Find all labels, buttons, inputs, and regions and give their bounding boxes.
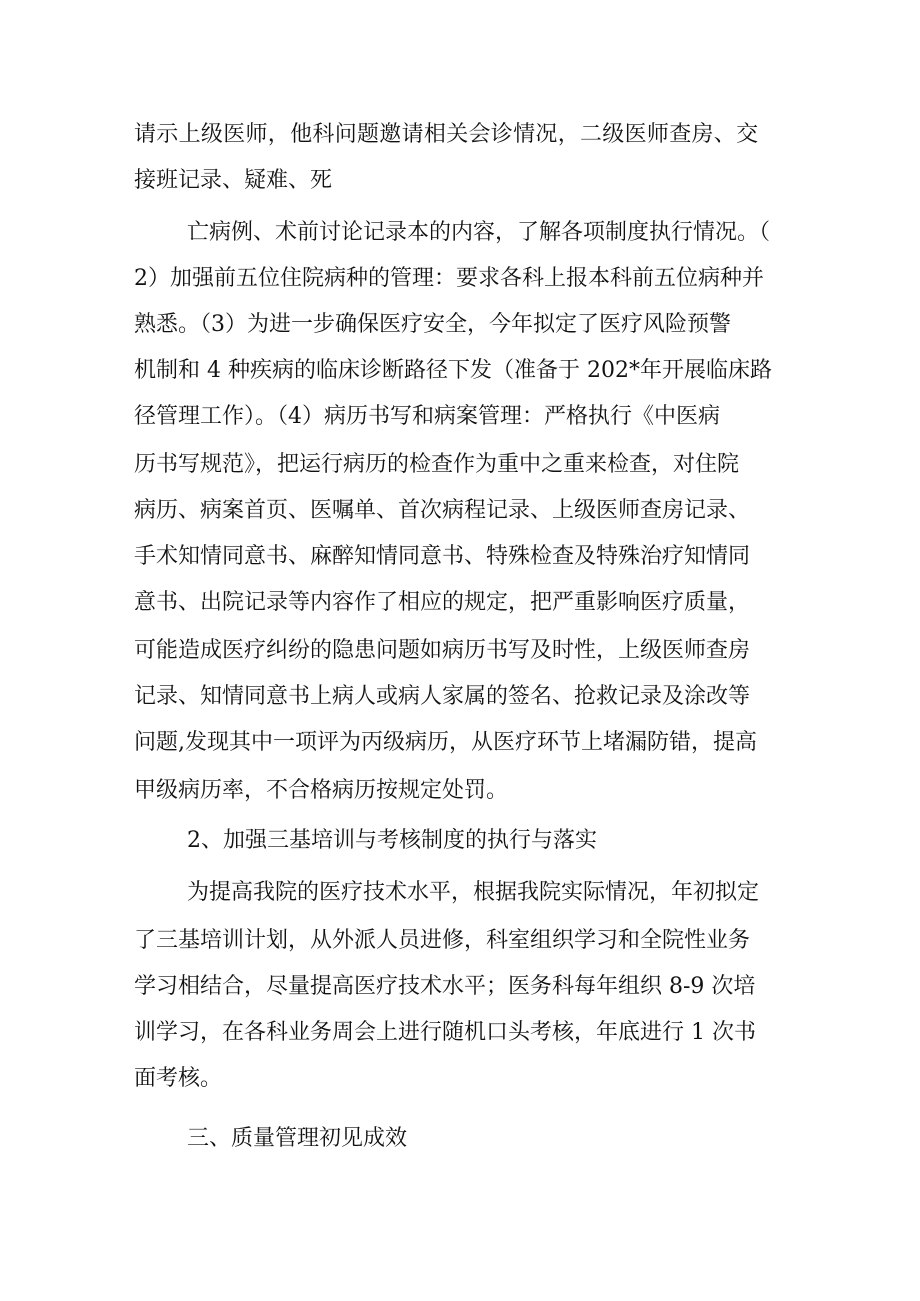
text-line: 甲级病历率，不合格病历按规定处罚。 xyxy=(134,778,509,803)
text-line: 历书写规范》，把运行病历的检查作为重中之重来检查，对住院 xyxy=(134,452,740,477)
text-line: 径管理工作）。（4）病历书写和病案管理：严格执行《中医病 xyxy=(134,404,720,429)
text-line: 2）加强前五位住院病种的管理：要求各科上报本科前五位病种并 xyxy=(134,266,764,291)
heading-text: 2、加强三基培训与考核制度的执行与落实 xyxy=(187,828,597,853)
text-line: 熟悉。（3）为进一步确保医疗安全，今年拟定了医疗风险预警 xyxy=(134,312,731,337)
text-line: 为提高我院的医疗技术水平，根据我院实际情况，年初拟定 xyxy=(187,880,760,905)
text-line: 训学习，在各科业务周会上进行随机口头考核，年底进行 1 次书 xyxy=(134,1020,756,1045)
text-line: 手术知情同意书、麻醉知情同意书、特殊检查及特殊治疗知情同 xyxy=(134,544,751,569)
heading-text: 三、质量管理初见成效 xyxy=(187,1126,408,1151)
text-line: 记录、知情同意书上病人或病人家属的签名、抢救记录及涂改等 xyxy=(134,684,751,709)
text-line: 意书、出院记录等内容作了相应的规定，把严重影响医疗质量， xyxy=(134,590,751,615)
text-line: 问题,发现其中一项评为丙级病历，从医疗环节上堵漏防错，提高 xyxy=(134,730,757,755)
text-line: 接班记录、疑难、死 xyxy=(134,168,333,193)
text-line: 请示上级医师，他科问题邀请相关会诊情况，二级医师查房、交 xyxy=(134,122,759,147)
text-line: 学习相结合，尽量提高医疗技术水平；医务科每年组织 8-9 次培 xyxy=(134,974,756,999)
text-line: 亡病例、术前讨论记录本的内容，了解各项制度执行情况。（ xyxy=(187,220,771,245)
text-line: 面考核。 xyxy=(134,1066,223,1091)
text-line: 了三基培训计划，从外派人员进修，科室组织学习和全院性业务 xyxy=(134,928,751,953)
text-line: 机制和 4 种疾病的临床诊断路径下发（准备于 202*年开展临床路 xyxy=(134,358,772,383)
text-line: 可能造成医疗纠纷的隐患问题如病历书写及时性，上级医师查房 xyxy=(134,638,751,663)
text-line: 病历、病案首页、医嘱单、首次病程记录、上级医师查房记录、 xyxy=(134,498,751,523)
